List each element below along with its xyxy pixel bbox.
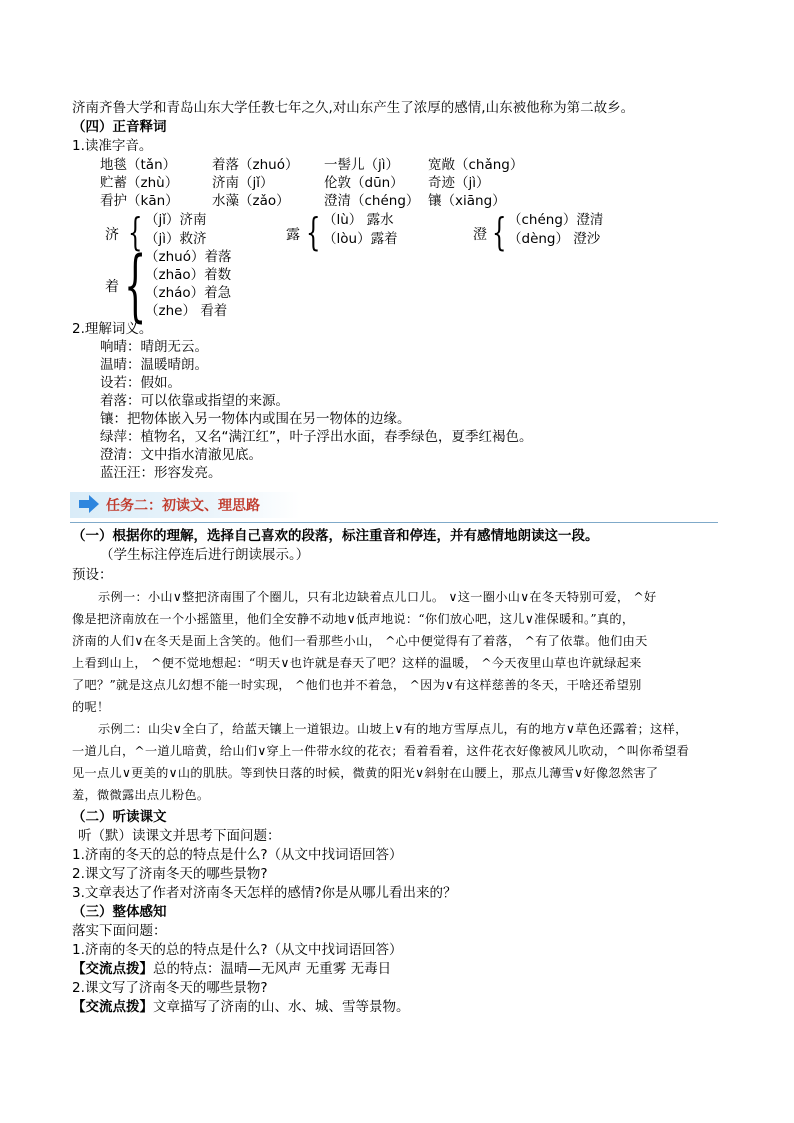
- section-title-overall: （三）整体感知: [72, 904, 167, 920]
- example-line: 示例二：山尖∨全白了，给蓝天镶上一道银边。山坡上∨有的地方雪厚点儿，有的地方∨草色还露着；这样，: [98, 722, 688, 736]
- brace-icon: {: [306, 210, 321, 254]
- word-definition: 蓝汪汪：形容发亮。: [100, 465, 222, 481]
- student-note: （学生标注停连后进行朗读展示。）: [100, 547, 310, 563]
- pron-cell: 着落（zhuó）: [212, 157, 299, 173]
- pron-cell: 水藻（zǎo）: [212, 193, 290, 209]
- example-line: 济南的人们∨在冬天是面上含笑的。他们一看那些小山， ^心中便觉得有了着落， ^有了依靠。他们由天: [72, 634, 648, 648]
- pron-cell: 宽敞（chǎng）: [428, 157, 524, 173]
- banner-divider: [70, 522, 718, 523]
- answer-text: 总的特点：温晴—无风声 无重雾 无毒日: [153, 961, 392, 977]
- poly-item: （zháo）着急: [145, 285, 232, 301]
- brace-icon: {: [124, 241, 147, 331]
- word-definition: 着落：可以依靠或指望的来源。: [100, 393, 289, 409]
- question: 1.济南的冬天的总的特点是什么?（从文中找词语回答）: [72, 942, 403, 958]
- poly-item: （chéng）澄清: [508, 212, 604, 228]
- poly-item: （zhe） 看着: [145, 303, 228, 319]
- section-title-pronunciation: （四）正音释词: [72, 119, 167, 135]
- poly-char-ji: 济: [105, 227, 119, 243]
- pron-cell: 一髻儿（jì）: [324, 157, 400, 173]
- question: 1.济南的冬天的总的特点是什么?（从文中找词语回答）: [72, 847, 403, 863]
- pron-cell: 地毯（tǎn）: [100, 157, 177, 173]
- poly-item: （zhuó）着落: [145, 249, 232, 265]
- pron-cell: 澄清（chéng）: [324, 193, 420, 209]
- example-line: 示例一：小山∨整把济南围了个圈儿，只有北边缺着点儿口儿。 ∨这一圈小山∨在冬天特别可爱， ^好: [98, 590, 657, 604]
- example-line: 上看到山上， ^便不觉地想起：“明天∨也许就是春天了吧？这样的温暖， ^今天夜里山草也许就绿起来: [72, 656, 642, 670]
- arrow-right-icon: [78, 494, 100, 514]
- overall-intro: 落实下面问题：: [72, 923, 167, 939]
- poly-item: （jì）救济: [145, 231, 207, 247]
- pron-cell: 镶（xiāng）: [428, 193, 506, 209]
- poly-item: （lù） 露水: [323, 212, 394, 228]
- task-banner-title: 任务二：初读文、理思路: [106, 498, 260, 514]
- section-title-reading: （一）根据你的理解，选择自己喜欢的段落，标注重音和停连，并有感情地朗读这一段。: [72, 528, 599, 544]
- example-line: 的呢！: [72, 700, 110, 714]
- listening-intro: 听（默）读课文并思考下面问题：: [78, 828, 281, 844]
- subsection-word-meaning: 2.理解词义。: [72, 321, 153, 337]
- subsection-read-sounds: 1.读准字音。: [72, 138, 153, 154]
- pron-cell: 贮蓄（zhù）: [100, 175, 179, 191]
- intro-text: 济南齐鲁大学和青岛山东大学任教七年之久,对山东产生了浓厚的感情,山东被他称为第二故乡。: [72, 100, 635, 116]
- answer-tag: 【交流点拨】: [72, 999, 153, 1015]
- brace-icon: {: [128, 210, 143, 254]
- poly-item: （dèng） 澄沙: [508, 231, 601, 247]
- pron-cell: 济南（jǐ）: [212, 175, 274, 191]
- example-line: 羞，微微露出点儿粉色。: [72, 788, 210, 802]
- pron-cell: 看护（kān）: [100, 193, 179, 209]
- pron-cell: 伦敦（dūn）: [324, 175, 404, 191]
- poly-char-zhe: 着: [105, 279, 119, 295]
- answer-tag: 【交流点拨】: [72, 961, 153, 977]
- question: 2.课文写了济南冬天的哪些景物?: [72, 866, 268, 882]
- answer-line: [72, 998, 410, 1016]
- poly-char-cheng: 澄: [473, 227, 487, 243]
- example-line: 见一点儿∨更美的∨山的肌肤。等到快日落的时候，微黄的阳光∨斜射在山腰上，那点儿薄雪∨好像忽然害了: [72, 766, 659, 780]
- answer-text: 文章描写了济南的山、水、城、雪等景物。: [153, 999, 410, 1015]
- section-title-listening: （二）听读课文: [72, 809, 167, 825]
- poly-item: （zhāo）着数: [145, 267, 232, 283]
- word-definition: 设若：假如。: [100, 375, 181, 391]
- pron-cell: 奇迹（jì）: [428, 175, 490, 191]
- word-definition: 响晴：晴朗无云。: [100, 339, 208, 355]
- poly-item: （jǐ）济南: [145, 212, 207, 228]
- word-definition: 澄清：文中指水清澈见底。: [100, 447, 262, 463]
- example-line: 了吧？”就是这点儿幻想不能一时实现， ^他们也并不着急， ^因为∨有这样慈善的冬天，干啥还希望别: [72, 678, 642, 692]
- question: 3.文章表达了作者对济南冬天怎样的感情?你是从哪儿看出来的？: [72, 885, 457, 901]
- word-definition: 绿萍：植物名，又名“满江红”，叶子浮出水面，春季绿色，夏季红褐色。: [100, 429, 533, 445]
- example-line: 一道儿白，^一道儿暗黄，给山们∨穿上一件带水纹的花衣；看着看着，这件花衣好像被风儿吹动，^叫你希望看: [72, 744, 690, 758]
- poly-item: （lòu）露着: [323, 231, 398, 247]
- poly-char-lu: 露: [286, 227, 300, 243]
- preset-label: 预设：: [72, 567, 113, 583]
- answer-line: [72, 960, 391, 978]
- question: 2.课文写了济南冬天的哪些景物?: [72, 980, 268, 996]
- brace-icon: {: [492, 210, 507, 254]
- word-definition: 镶：把物体嵌入另一物体内或围在另一物体的边缘。: [100, 411, 411, 427]
- example-line: 像是把济南放在一个小摇篮里，他们全安静不动地∨低声地说：“你们放心吧，这儿∨准保暖和。”真的，: [72, 612, 635, 626]
- word-definition: 温晴：温暖晴朗。: [100, 357, 208, 373]
